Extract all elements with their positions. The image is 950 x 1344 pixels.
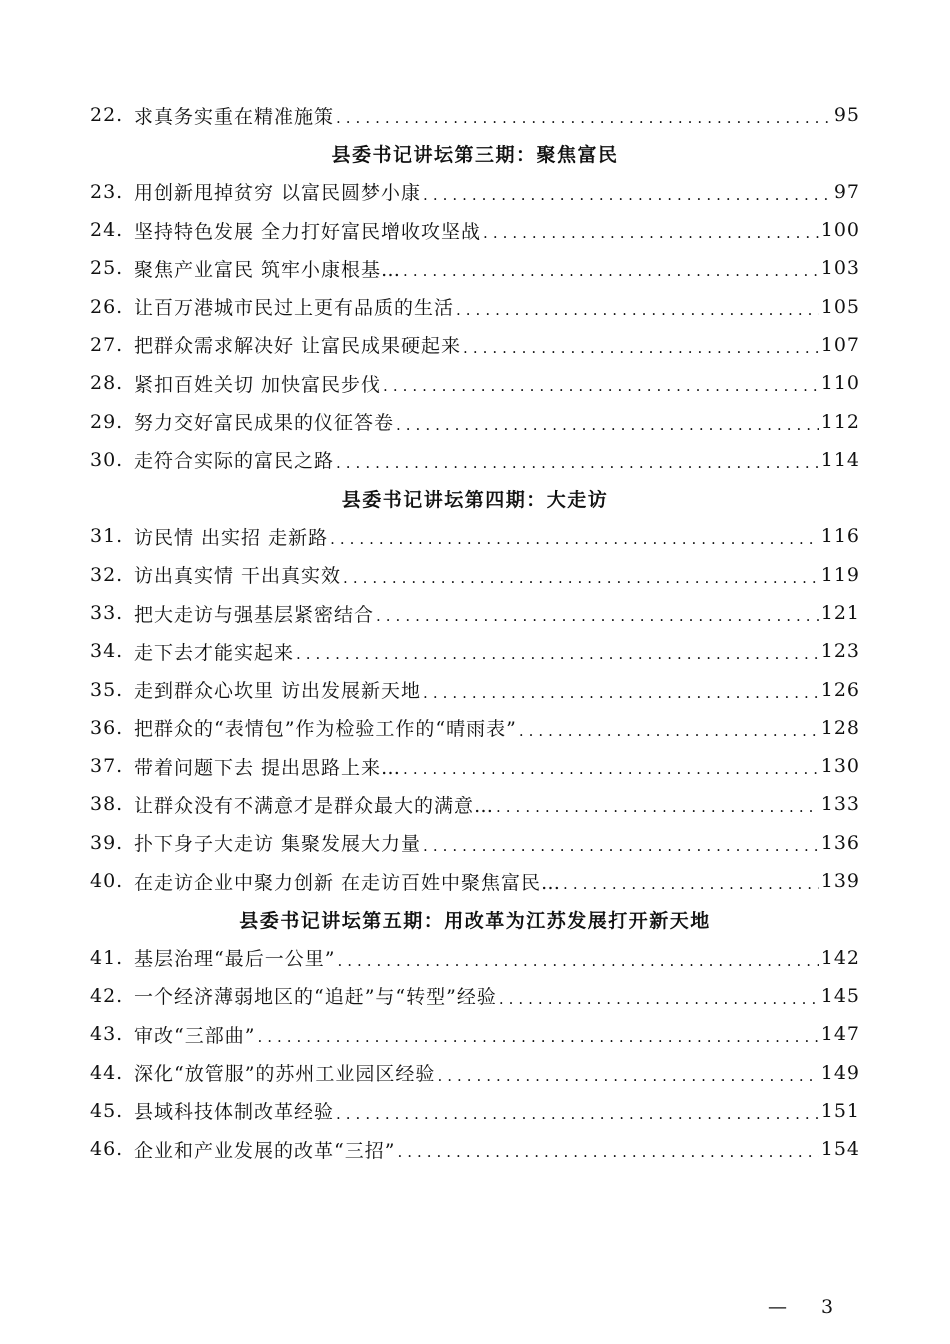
entry-title: 扑下身子大走访 集聚发展大力量 bbox=[134, 833, 422, 856]
entry-number: 42. bbox=[90, 984, 124, 1007]
toc-entry bbox=[90, 1015, 860, 1053]
section-heading: 县委书记讲坛第五期：用改革为江苏发展打开新天地 bbox=[239, 909, 711, 932]
entry-page-number: 136 bbox=[820, 831, 860, 854]
toc-entry bbox=[90, 594, 860, 632]
entry-number: 26. bbox=[90, 295, 124, 318]
entry-title: 让百万港城市民过上更有品质的生活 bbox=[134, 297, 455, 320]
entry-page-number: 149 bbox=[820, 1061, 860, 1084]
entry-page-number: 121 bbox=[820, 602, 860, 624]
dot-leader bbox=[336, 1105, 819, 1123]
entry-number: 25. bbox=[90, 257, 124, 280]
page-number: 3 bbox=[821, 1296, 834, 1318]
entry-page-number: 105 bbox=[820, 295, 860, 318]
toc-entry bbox=[90, 709, 860, 747]
toc-entry bbox=[90, 632, 860, 670]
toc-entry bbox=[90, 1092, 860, 1130]
dot-leader bbox=[343, 569, 819, 587]
entry-page-number: 110 bbox=[820, 372, 860, 395]
entry-title: 访民情 出实招 走新路 bbox=[134, 526, 329, 549]
entry-title: 深化“放管服”的苏州工业园区经验 bbox=[134, 1063, 436, 1086]
entry-page-number: 116 bbox=[820, 525, 860, 548]
dot-leader bbox=[403, 760, 819, 778]
entry-page-number: 145 bbox=[820, 984, 860, 1007]
toc-entry bbox=[90, 402, 860, 440]
entry-page-number: 151 bbox=[820, 1099, 860, 1122]
toc-entry bbox=[90, 211, 860, 249]
entry-page-number: 154 bbox=[820, 1138, 860, 1161]
dot-leader bbox=[519, 722, 819, 740]
entry-page-number: 112 bbox=[820, 410, 860, 433]
dot-leader bbox=[330, 530, 819, 548]
entry-page-number: 119 bbox=[820, 563, 860, 586]
page-footer bbox=[768, 1296, 833, 1318]
entry-page-number: 147 bbox=[820, 1023, 860, 1046]
entry-page-number: 126 bbox=[820, 678, 860, 701]
entry-page-number: 97 bbox=[833, 180, 860, 203]
toc-entry bbox=[90, 785, 860, 823]
entry-page-number: 142 bbox=[820, 946, 860, 969]
entry-number: 39. bbox=[90, 831, 124, 854]
entry-title: 走符合实际的富民之路 bbox=[134, 450, 335, 473]
dot-leader bbox=[403, 262, 819, 280]
entry-page-number: 100 bbox=[820, 219, 860, 242]
entry-number: 30. bbox=[90, 448, 124, 471]
toc-entry bbox=[90, 364, 860, 402]
entry-number: 27. bbox=[90, 333, 124, 356]
dot-leader bbox=[499, 990, 819, 1008]
entry-number: 22. bbox=[90, 104, 124, 127]
dot-leader bbox=[397, 1143, 818, 1161]
entry-title: 把群众需求解决好 让富民成果硬起来 bbox=[134, 335, 462, 358]
entry-number: 43. bbox=[90, 1023, 124, 1046]
section-heading: 县委书记讲坛第四期：大走访 bbox=[341, 488, 609, 511]
dot-leader bbox=[337, 952, 818, 970]
entry-page-number: 107 bbox=[820, 333, 860, 356]
toc-entry bbox=[90, 96, 860, 134]
entry-page-number: 103 bbox=[820, 257, 860, 280]
entry-title: 审改“三部曲” bbox=[134, 1024, 256, 1047]
dot-leader bbox=[383, 377, 819, 395]
toc-entry bbox=[90, 517, 860, 555]
toc-entry bbox=[90, 824, 860, 862]
dot-leader bbox=[496, 798, 819, 816]
toc-entry bbox=[90, 1130, 860, 1168]
entry-title: 把大走访与强基层紧密结合 bbox=[134, 603, 375, 626]
entry-number: 32. bbox=[90, 563, 124, 586]
entry-number: 46. bbox=[90, 1138, 124, 1161]
toc-entry bbox=[90, 441, 860, 479]
toc-entry bbox=[90, 670, 860, 708]
dot-leader bbox=[437, 1067, 818, 1085]
entry-page-number: 123 bbox=[820, 640, 860, 663]
dot-leader bbox=[396, 416, 819, 434]
dot-leader bbox=[563, 875, 819, 893]
entry-number: 40. bbox=[90, 870, 124, 893]
entry-page-number: 128 bbox=[820, 716, 860, 739]
entry-page-number: 114 bbox=[820, 448, 860, 471]
entry-page-number: 130 bbox=[820, 755, 860, 778]
entry-page-number: 95 bbox=[833, 104, 860, 127]
dot-leader bbox=[423, 186, 832, 204]
entry-title: 让群众没有不满意才是群众最大的满意… bbox=[134, 794, 495, 817]
dot-leader bbox=[483, 224, 819, 242]
entry-title: 访出真实情 干出真实效 bbox=[134, 565, 342, 588]
table-of-contents bbox=[90, 96, 860, 1168]
dot-leader bbox=[257, 1028, 818, 1046]
entry-number: 37. bbox=[90, 755, 124, 778]
entry-page-number: 139 bbox=[820, 870, 860, 893]
entry-number: 29. bbox=[90, 410, 124, 433]
dot-leader bbox=[423, 837, 819, 855]
dot-leader bbox=[423, 684, 819, 702]
toc-entry bbox=[90, 747, 860, 785]
toc-entry bbox=[90, 287, 860, 325]
dot-leader bbox=[456, 301, 819, 319]
entry-number: 33. bbox=[90, 602, 124, 624]
toc-entry bbox=[90, 556, 860, 594]
dot-leader bbox=[463, 339, 819, 357]
dot-leader bbox=[336, 109, 832, 127]
section-heading: 县委书记讲坛第三期：聚焦富民 bbox=[331, 143, 619, 166]
dot-leader bbox=[296, 645, 819, 663]
entry-number: 34. bbox=[90, 640, 124, 663]
entry-number: 36. bbox=[90, 716, 124, 739]
entry-number: 28. bbox=[90, 372, 124, 395]
entry-number: 31. bbox=[90, 525, 124, 548]
entry-number: 23. bbox=[90, 180, 124, 203]
toc-entry bbox=[90, 862, 860, 900]
entry-number: 24. bbox=[90, 219, 124, 242]
entry-number: 35. bbox=[90, 678, 124, 701]
dot-leader bbox=[376, 607, 819, 625]
entry-title: 紧扣百姓关切 加快富民步伐 bbox=[134, 373, 382, 396]
toc-entry bbox=[90, 173, 860, 211]
entry-title: 一个经济薄弱地区的“追赶”与“转型”经验 bbox=[134, 986, 497, 1009]
entry-title: 企业和产业发展的改革“三招” bbox=[134, 1139, 396, 1162]
toc-entry bbox=[90, 249, 860, 287]
entry-title: 努力交好富民成果的仪征答卷 bbox=[134, 412, 395, 435]
dot-leader bbox=[336, 454, 819, 472]
entry-number: 44. bbox=[90, 1061, 124, 1084]
toc-entry bbox=[90, 939, 860, 977]
entry-number: 41. bbox=[90, 946, 124, 969]
entry-number: 45. bbox=[90, 1099, 124, 1122]
entry-number: 38. bbox=[90, 793, 124, 816]
entry-title: 带着问题下去 提出思路上来… bbox=[134, 756, 402, 779]
entry-title: 走下去才能实起来 bbox=[134, 641, 295, 664]
entry-title: 走到群众心坎里 访出发展新天地 bbox=[134, 680, 422, 703]
entry-title: 把群众的“表情包”作为检验工作的“晴雨表” bbox=[134, 718, 517, 741]
toc-entry bbox=[90, 326, 860, 364]
entry-title: 聚焦产业富民 筑牢小康根基… bbox=[134, 258, 402, 281]
toc-entry bbox=[90, 1053, 860, 1091]
entry-page-number: 133 bbox=[820, 793, 860, 816]
footer-dash: — bbox=[768, 1296, 787, 1318]
entry-title: 用创新甩掉贫穷 以富民圆梦小康 bbox=[134, 182, 422, 205]
entry-title: 坚持特色发展 全力打好富民增收攻坚战 bbox=[134, 220, 482, 243]
entry-title: 基层治理“最后一公里” bbox=[134, 948, 336, 971]
toc-entry bbox=[90, 977, 860, 1015]
entry-title: 县域科技体制改革经验 bbox=[134, 1101, 335, 1124]
entry-title: 求真务实重在精准施策 bbox=[134, 105, 335, 128]
entry-title: 在走访企业中聚力创新 在走访百姓中聚焦富民… bbox=[134, 871, 562, 894]
